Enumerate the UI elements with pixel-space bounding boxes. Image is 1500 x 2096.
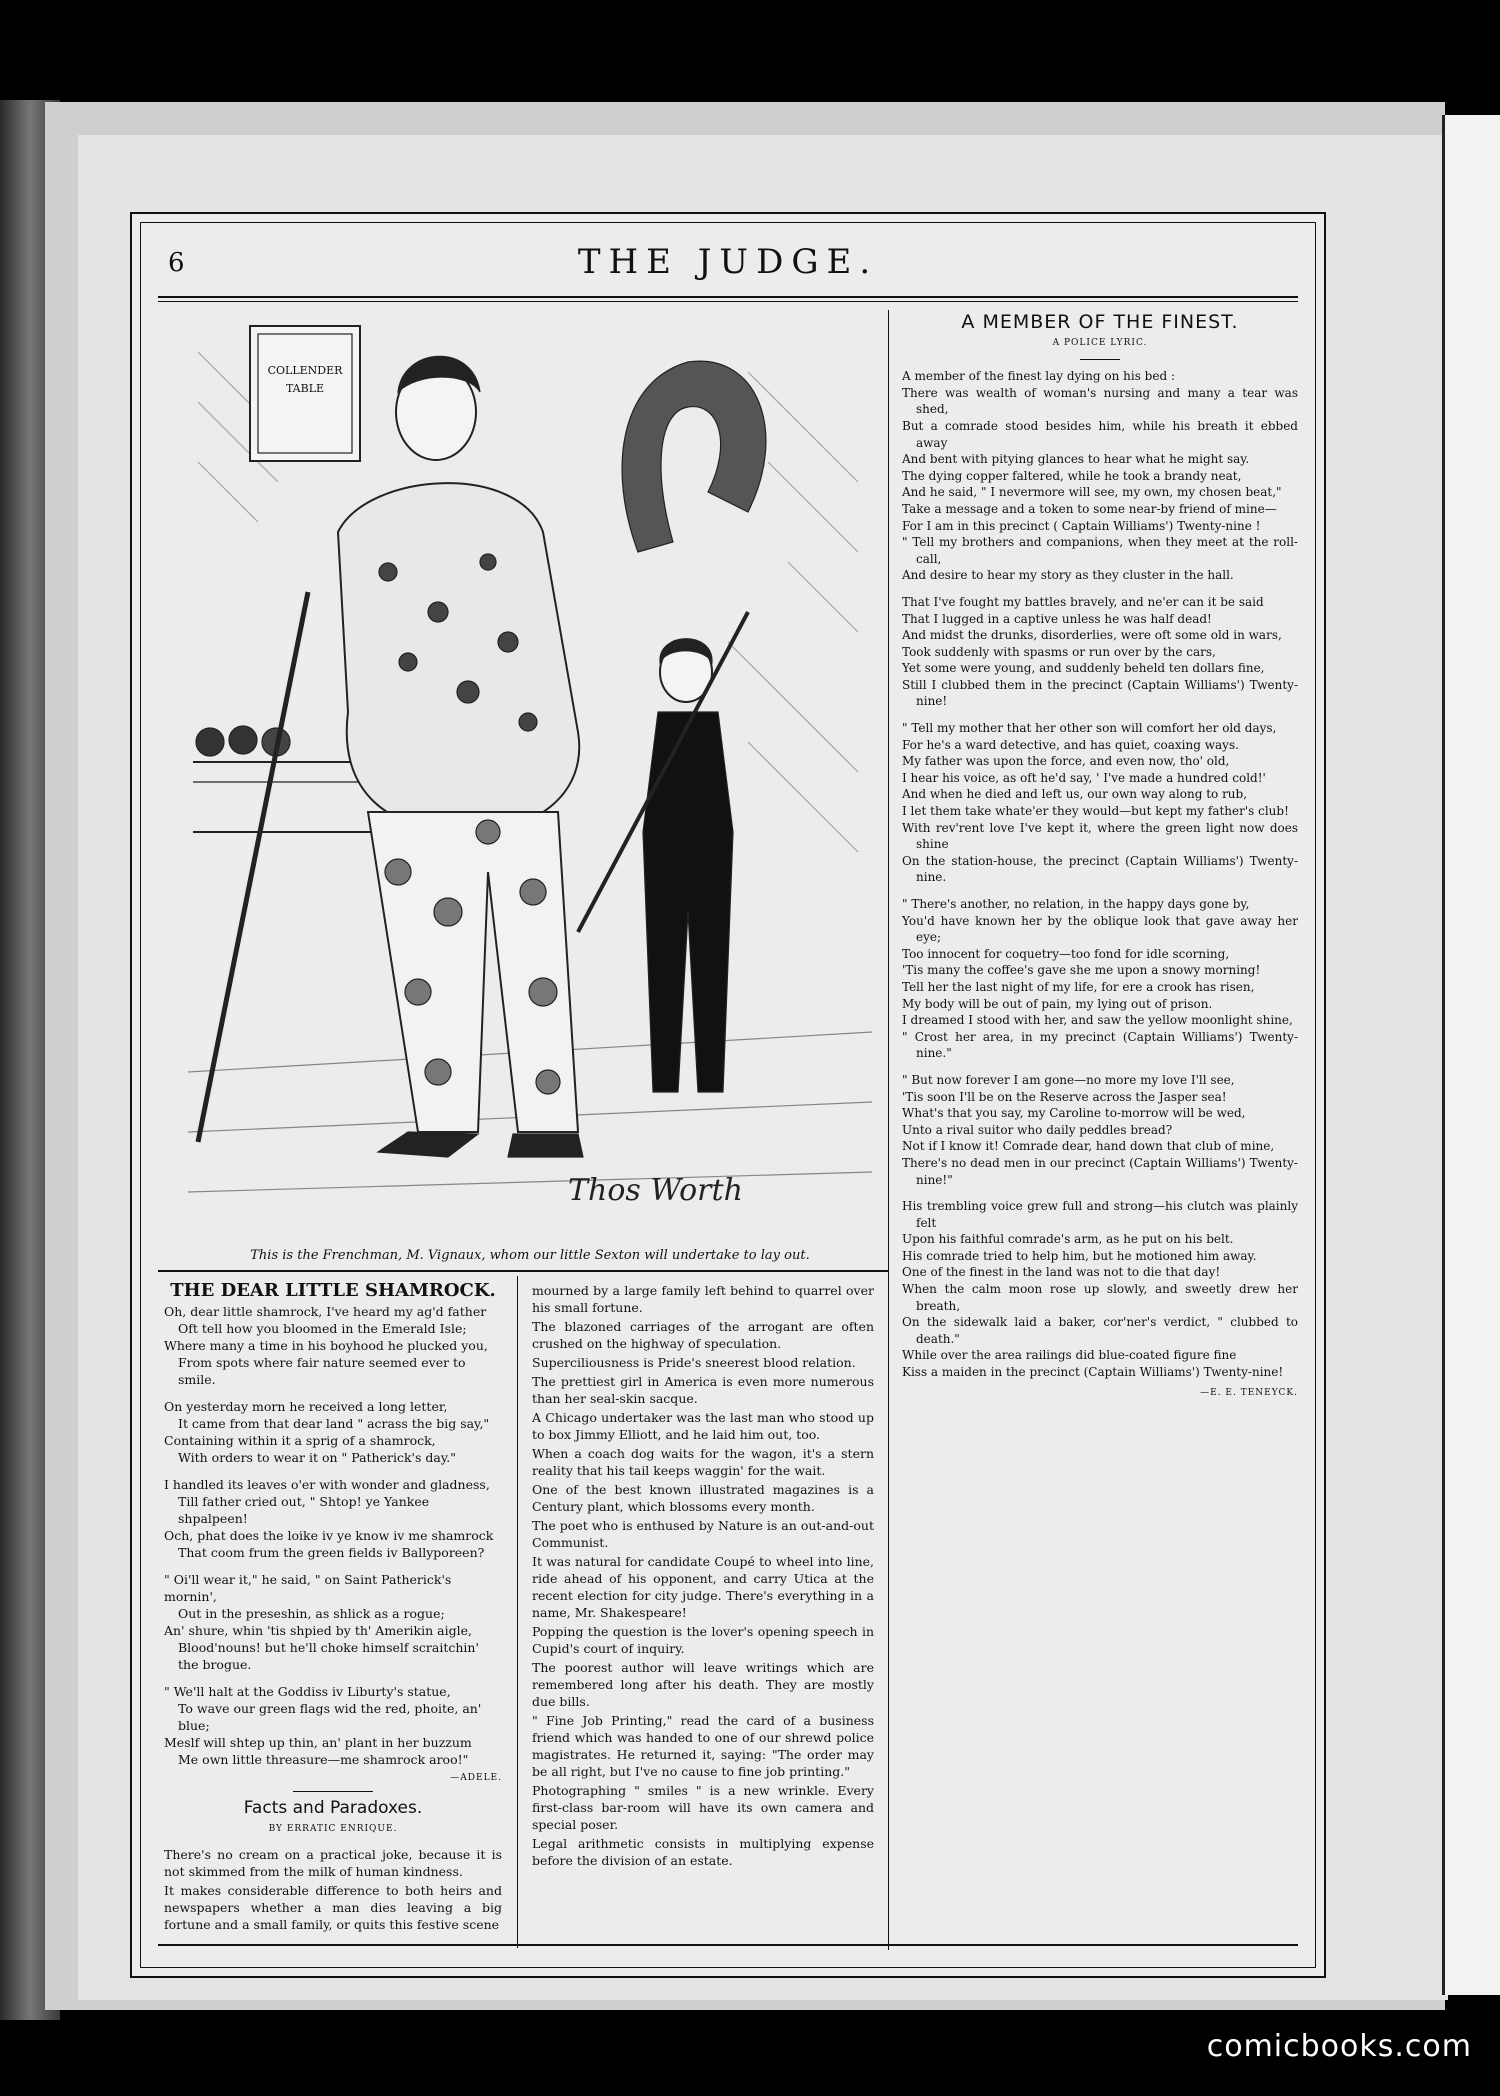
paragraph: mourned by a large family left behind to quarrel over his small fortune. [532,1283,874,1315]
paragraph: Superciliousness is Pride's sneerest blood relation. [532,1355,856,1370]
paragraph: When a coach dog waits for the wagon, it's a stern reality that his tail keeps waggin' for the wait. [532,1446,874,1478]
finest-signature: —E. E. TENEYCK. [1200,1387,1298,1398]
header-rule [158,296,1298,298]
facing-page-edge [1442,115,1500,1995]
paragraph: The blazoned carriages of the arrogant are often crushed on the highway of speculation. [532,1319,874,1351]
illustration-caption: This is the Frenchman, M. Vignaux, whom our little Sexton will undertake to lay out. [250,1248,810,1263]
stanza: " We'll halt at the Goddiss iv Liburty's statue, To wave our green flags wid the red, phoite, an' blue; Meslf will shtep up thin, an' plant in her buzzum Me own little threasure—me shamrock aroo!" [164,1684,482,1767]
paragraph: A Chicago undertaker was the last man who stood up to box Jimmy Elliott, and he laid him out, too. [532,1410,874,1442]
illustration-rule [158,1270,888,1272]
masthead: THE JUDGE. [577,242,879,282]
stanza: " There's another, no relation, in the happy days gone by, You'd have known her by the oblique look that gave away her eye; Too innocent for coquetry—too fond for idle scorning, 'Tis many the coffee's gave she me upon a snowy morning! Tell her the last night of my life, for ere a crook has risen, My body will be out of pain, my lying out of prison. I dreamed I stood with her, and saw the yellow moonlight shine, " Crost her area, in my precinct (Captain Williams') Twenty-nine." [902,897,1298,1061]
paragraph: " Fine Job Printing," read the card of a business friend which was handed to one of our shrewd police magistrates. He returned it, saying: "The order may be all right, but I've no cause to fine job printing." [532,1713,874,1779]
site-watermark: comicbooks.com [1206,2029,1472,2064]
stanza: Oh, dear little shamrock, I've heard my ag'd father Oft tell how you bloomed in the Emerald Isle; Where many a time in his boyhood he plucked you, From spots where fair nature seemed ever to smile. [164,1304,488,1387]
paragraph: There's no cream on a practical joke, because it is not skimmed from the milk of human kindness. [164,1847,502,1879]
paragraph: One of the best known illustrated magazines is a Century plant, which blossoms every month. [532,1482,874,1514]
stanza: That I've fought my battles bravely, and ne'er can it be said That I lugged in a captive unless he was half dead! And midst the drunks, disorderlies, were oft some old in wars, Took suddenly with spasms or run over by the cars, Yet some were young, and suddenly beheld ten dollars fine, Still I clubbed them in the precinct (Captain Williams') Twenty-nine! [902,594,1298,709]
paragraph: Photographing " smiles " is a new wrinkle. Every first-class bar-room will have its own camera and special poser. [532,1783,874,1832]
shamrock-signature: —ADELE. [450,1773,502,1783]
column-right [902,311,1298,1401]
stanza: On yesterday morn he received a long letter, It came from that dear land " acrass the big say," Containing within it a sprig of a shamrock, With orders to wear it on " Patherick's day." [164,1399,490,1465]
facts-title: Facts and Paradoxes. [243,1798,423,1818]
paragraph: The poorest author will leave writings which are remembered long after his death. They are mostly due bills. [532,1660,874,1709]
finest-subtitle: A POLICE LYRIC. [1052,337,1148,348]
cartoon-illustration [188,312,872,1232]
stanza: I handled its leaves o'er with wonder and gladness, Till father cried out, " Shtop! ye Yankee shpalpeen! Och, phat does the loike iv ye know iv me shamrock That coom frum the green fields iv Ballyporeen? [164,1477,494,1560]
paragraph: It was natural for candidate Coupé to wheel into line, ride ahead of his opponent, and carry Utica at the recent election for city judge. There's everything in a name, Mr. Shakespeare! [532,1554,874,1620]
stanza: " But now forever I am gone—no more my love I'll see, 'Tis soon I'll be on the Reserve across the Jasper sea! What's that you say, my Caroline to-morrow will be wed, Unto a rival suitor who daily peddles bread? Not if I know it! Comrade dear, hand down that club of mine, There's no dead men in our precinct (Captain Williams') Twenty-nine!" [902,1072,1298,1187]
column-left [164,1282,502,1935]
stanza: " Oi'll wear it," he said, " on Saint Patherick's mornin', Out in the preseshin, as shlick as a rogue; An' shure, whin 'tis shpied by th' Amerikin aigle, Blood'nouns! but he'll choke himself scraitchin' the brogue. [164,1572,479,1672]
paragraph: It makes considerable difference to both heirs and newspapers whether a man dies leaving a big fortune and a small family, or quits this festive scene [164,1883,502,1932]
finest-title: A MEMBER OF THE FINEST. [961,311,1239,333]
page-frame [130,212,1326,1978]
paragraph: The prettiest girl in America is even more numerous than her seal-skin sacque. [532,1374,874,1406]
paragraph: Popping the question is the lover's opening speech in Cupid's court of inquiry. [532,1624,874,1656]
stanza: A member of the finest lay dying on his bed : There was wealth of woman's nursing and many a tear was shed, But a comrade stood besides him, while his breath it ebbed away And bent with pitying glances to hear what he might say. The dying copper faltered, while he took a brandy neat, And he said, " I nevermore will see, my own, my chosen beat," Take a message and a token to some near-by friend of mine— For I am in this precinct ( Captain Williams') Twenty-nine ! " Tell my brothers and companions, when they meet at the roll-call, And desire to hear my story as they cluster in the hall. [902,369,1298,583]
column-middle [532,1282,874,1871]
stanza: His trembling voice grew full and strong—his clutch was plainly felt Upon his faithful comrade's arm, as he put on his belt. His comrade tried to help him, but he motioned him away. One of the finest in the land was not to die that day! When the calm moon rose up slowly, and sweetly drew her breath, On the sidewalk laid a baker, cor'ner's verdict, " clubbed to death." While over the area railings did blue-coated figure fine Kiss a maiden in the precinct (Captain Williams') Twenty-nine! [902,1199,1298,1380]
artist-signature: Thos Worth [568,1173,743,1208]
footer-rule [158,1944,1298,1946]
stanza: " Tell my mother that her other son will comfort her old days, For he's a ward detective, and has quiet, coaxing ways. My father was upon the force, and even now, tho' old, I hear his voice, as oft he'd say, ' I've made a hundred cold!' And when he died and left us, our own way along to rub, I let them take whate'er they would—but kept my father's club! With rev'rent love I've kept it, where the green light now does shine On the station-house, the precinct (Captain Williams') Twenty-nine. [902,721,1298,885]
page-number: 6 [168,248,185,278]
facts-byline: BY ERRATIC ENRIQUE. [268,1824,398,1834]
poster-sign-bottom: TABLE [285,382,325,395]
shamrock-title: THE DEAR LITTLE SHAMROCK. [170,1280,496,1301]
paragraph: Legal arithmetic consists in multiplying expense before the division of an estate. [532,1836,874,1868]
shamrock-poem [164,1303,502,1787]
column-rule-right [888,310,889,1950]
column-rule-middle [517,1276,518,1948]
poster-sign-top: COLLENDER [267,364,343,377]
paragraph: The poet who is enthused by Nature is an out-and-out Communist. [532,1518,874,1550]
